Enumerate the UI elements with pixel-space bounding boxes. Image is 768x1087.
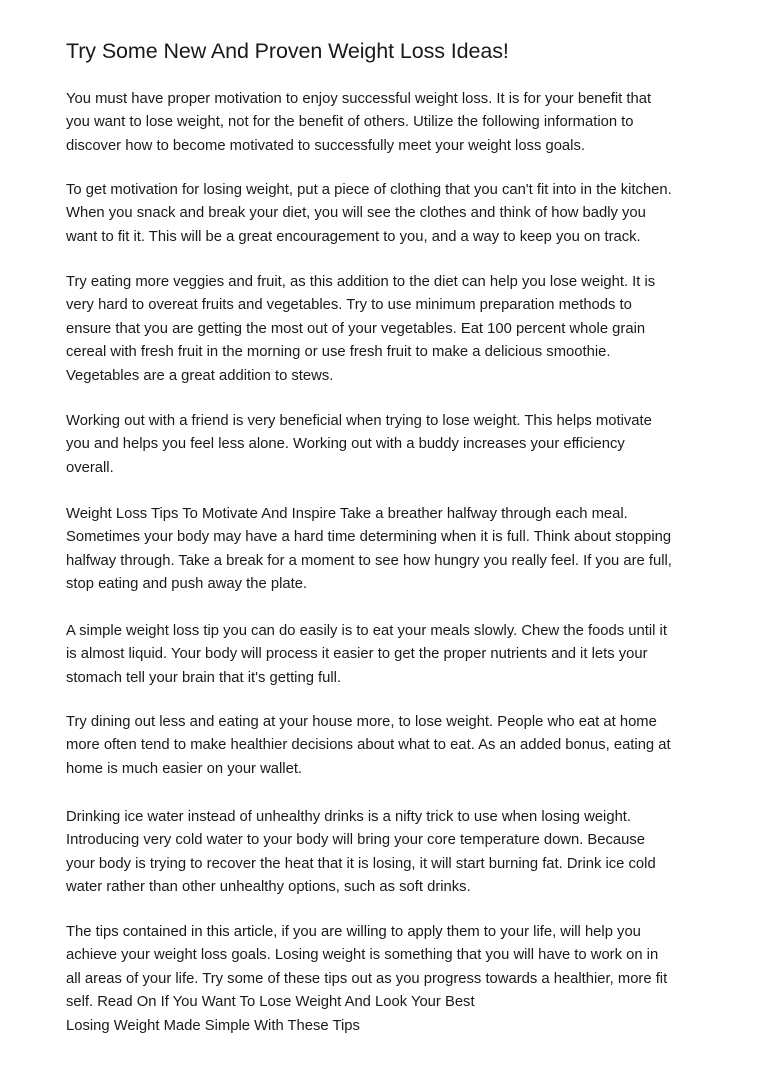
paragraph-9 xyxy=(66,921,706,1038)
text-line: Vegetables are a great addition to stews. xyxy=(66,367,334,384)
paragraph-6 xyxy=(66,620,706,690)
text-line: is almost liquid. Your body will process it easier to get the proper nutrients and it lets your xyxy=(66,646,648,663)
text-line: When you snack and break your diet, you will see the clothes and think of how badly you xyxy=(66,205,646,222)
text-line: The tips contained in this article, if you are willing to apply them to your life, will help you xyxy=(66,924,641,940)
text-line: ensure that you are getting the most out of your vegetables. Eat 100 percent whole grain xyxy=(66,320,646,337)
text-line: stop eating and push away the plate. xyxy=(66,576,308,593)
text-line: self. Read On If You Want To Lose Weight And Look Your Best xyxy=(66,994,475,1011)
text-line: Introducing very cold water to your body will bring your core temperature down. Because xyxy=(66,832,646,849)
text-line: want to fit it. This will be a great encouragement to you, and a way to keep you on track. xyxy=(66,228,641,245)
text-line: more often tend to make healthier decisions about what to eat. As an added bonus, eating at xyxy=(66,737,671,754)
text-line: your body is trying to recover the heat that it is losing, it will start burning fat. Drink ice cold xyxy=(66,855,656,872)
text-line: discover how to become motivated to successfully meet your weight loss goals. xyxy=(66,137,585,154)
text-line: very hard to overeat fruits and vegetables. Try to use minimum preparation methods to xyxy=(66,297,632,314)
text-line: Weight Loss Tips To Motivate And Inspire Take a breather halfway through each meal. xyxy=(66,506,628,522)
text-line: halfway through. Take a break for a moment to see how hungry you really feel. If you are full, xyxy=(66,552,672,569)
paragraph-5 xyxy=(66,503,706,597)
paragraph-4 xyxy=(66,410,706,480)
text-line: Drinking ice water instead of unhealthy drinks is a nifty trick to use when losing weight. xyxy=(66,809,632,825)
text-line: all areas of your life. Try some of these tips out as you progress towards a healthier, more fit xyxy=(66,970,668,987)
text-line: you and helps you feel less alone. Working out with a buddy increases your efficiency xyxy=(66,436,625,453)
text-line: Try eating more veggies and fruit, as this addition to the diet can help you lose weight. It is xyxy=(66,274,656,290)
text-line: Working out with a friend is very beneficial when trying to lose weight. This helps motivate xyxy=(66,413,652,429)
text-line: Losing Weight Made Simple With These Tips xyxy=(66,1017,360,1034)
text-line: water rather than other unhealthy options, such as soft drinks. xyxy=(66,879,471,896)
paragraph-1 xyxy=(66,88,706,158)
text-line: home is much easier on your wallet. xyxy=(66,760,303,777)
text-line: overall. xyxy=(66,459,114,476)
document-title: Try Some New And Proven Weight Loss Ideas! xyxy=(66,39,509,63)
text-line: A simple weight loss tip you can do easily is to eat your meals slowly. Chew the foods until it xyxy=(66,623,667,639)
text-line: cereal with fresh fruit in the morning or use fresh fruit to make a delicious smoothie. xyxy=(66,344,611,361)
paragraph-8 xyxy=(66,806,706,900)
text-line: stomach tell your brain that it's getting full. xyxy=(66,669,342,686)
paragraph-7 xyxy=(66,711,706,781)
paragraph-3 xyxy=(66,271,706,388)
text-line: To get motivation for losing weight, put a piece of clothing that you can't fit into in the kitchen. xyxy=(66,182,672,198)
text-line: achieve your weight loss goals. Losing weight is something that you will have to work on in xyxy=(66,947,659,964)
text-line: You must have proper motivation to enjoy successful weight loss. It is for your benefit that xyxy=(66,91,652,107)
text-line: Sometimes your body may have a hard time determining when it is full. Think about stopping xyxy=(66,529,672,546)
text-line: Try dining out less and eating at your house more, to lose weight. People who eat at home xyxy=(66,714,657,730)
text-line: you want to lose weight, not for the benefit of others. Utilize the following information to xyxy=(66,114,634,131)
paragraph-2 xyxy=(66,179,706,249)
